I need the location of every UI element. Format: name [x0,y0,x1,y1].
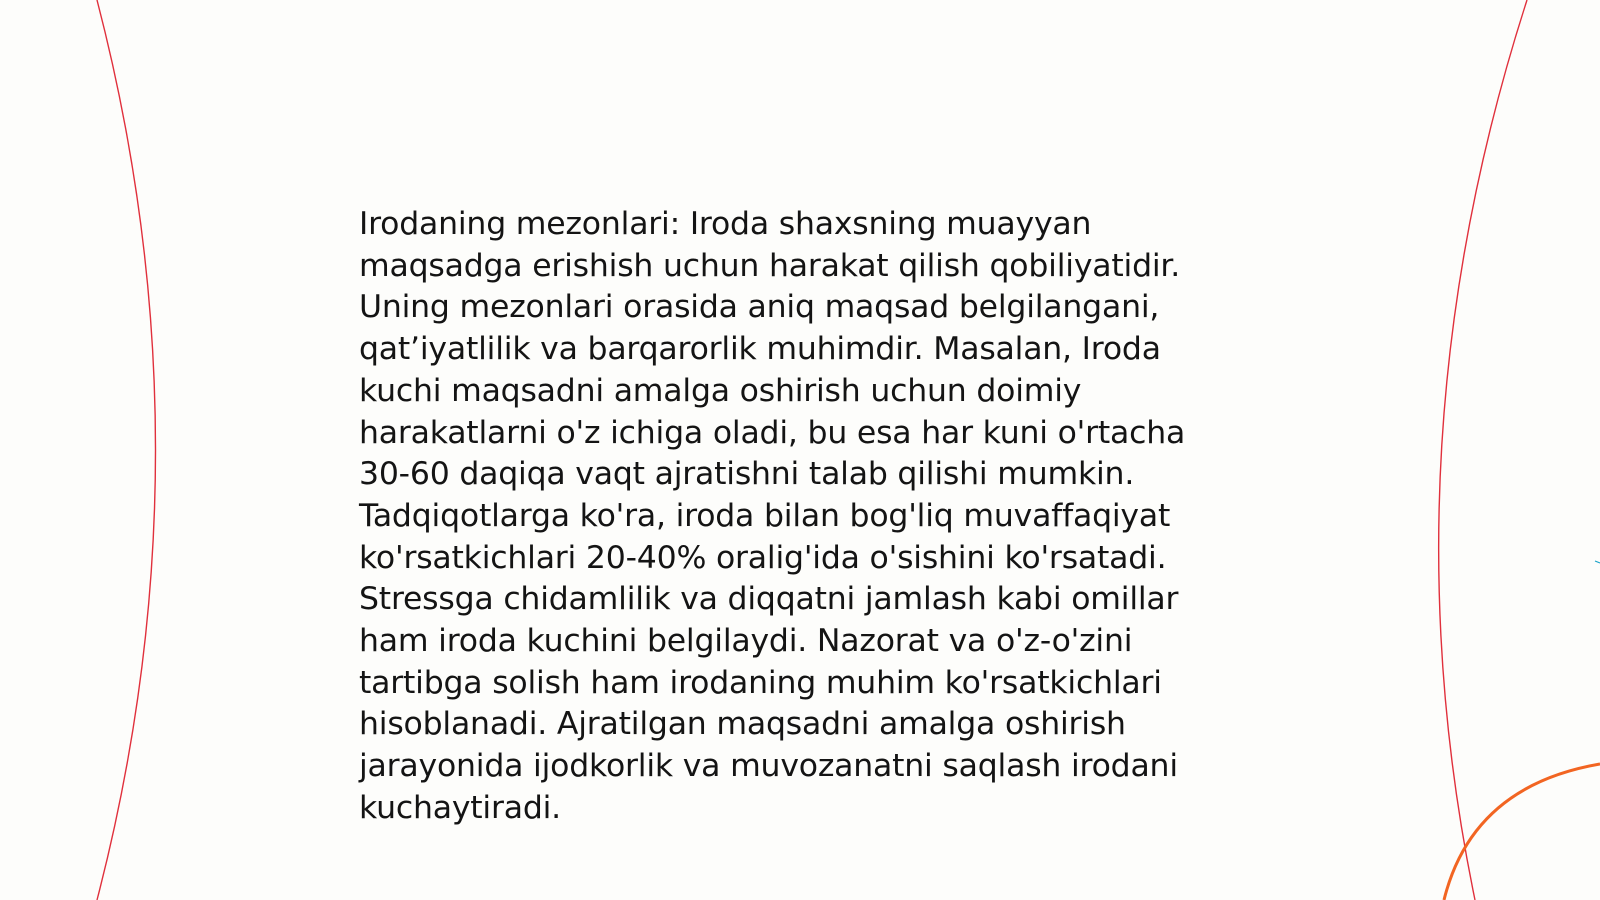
paragraph-line: Uning mezonlari orasida aniq maqsad belgilangani, [359,289,1160,326]
right-curve-line [1439,0,1527,900]
paragraph-line: kuchaytiradi. [359,789,561,826]
teal-accent-mark [1595,561,1600,563]
paragraph-line: ko'rsatkichlari 20-40% oralig'ida o'sishini ko'rsatadi. [359,539,1167,576]
paragraph-line: maqsadga erishish uchun harakat qilish qobiliyatidir. [359,247,1181,284]
left-curve-line [97,0,156,900]
paragraph-line: tartibga solish ham irodaning muhim ko'rsatkichlari [359,664,1162,701]
paragraph-line: 30-60 daqiqa vaqt ajratishni talab qilishi mumkin. [359,456,1135,493]
body-paragraph [359,204,1219,830]
paragraph-line: Stressga chidamlilik va diqqatni jamlash kabi omillar [359,581,1179,618]
paragraph-line: qat’iyatlilik va barqarorlik muhimdir. Masalan, Iroda [359,331,1161,368]
paragraph-line: Irodaning mezonlari: Iroda shaxsning muayyan [359,206,1092,242]
paragraph-line: kuchi maqsadni amalga oshirish uchun doimiy [359,372,1082,409]
paragraph-line: jarayonida ijodkorlik va muvozanatni saqlash irodani [359,748,1178,785]
paragraph-line: harakatlarni o'z ichiga oladi, bu esa har kuni o'rtacha [359,414,1186,451]
paragraph-line: hisoblanadi. Ajratilgan maqsadni amalga oshirish [359,706,1126,743]
paragraph-line: Tadqiqotlarga ko'ra, iroda bilan bog'liq muvaffaqiyat [359,497,1171,534]
paragraph-line: ham iroda kuchini belgilaydi. Nazorat va o'z-o'zini [359,623,1133,660]
orange-arc [1444,764,1600,900]
